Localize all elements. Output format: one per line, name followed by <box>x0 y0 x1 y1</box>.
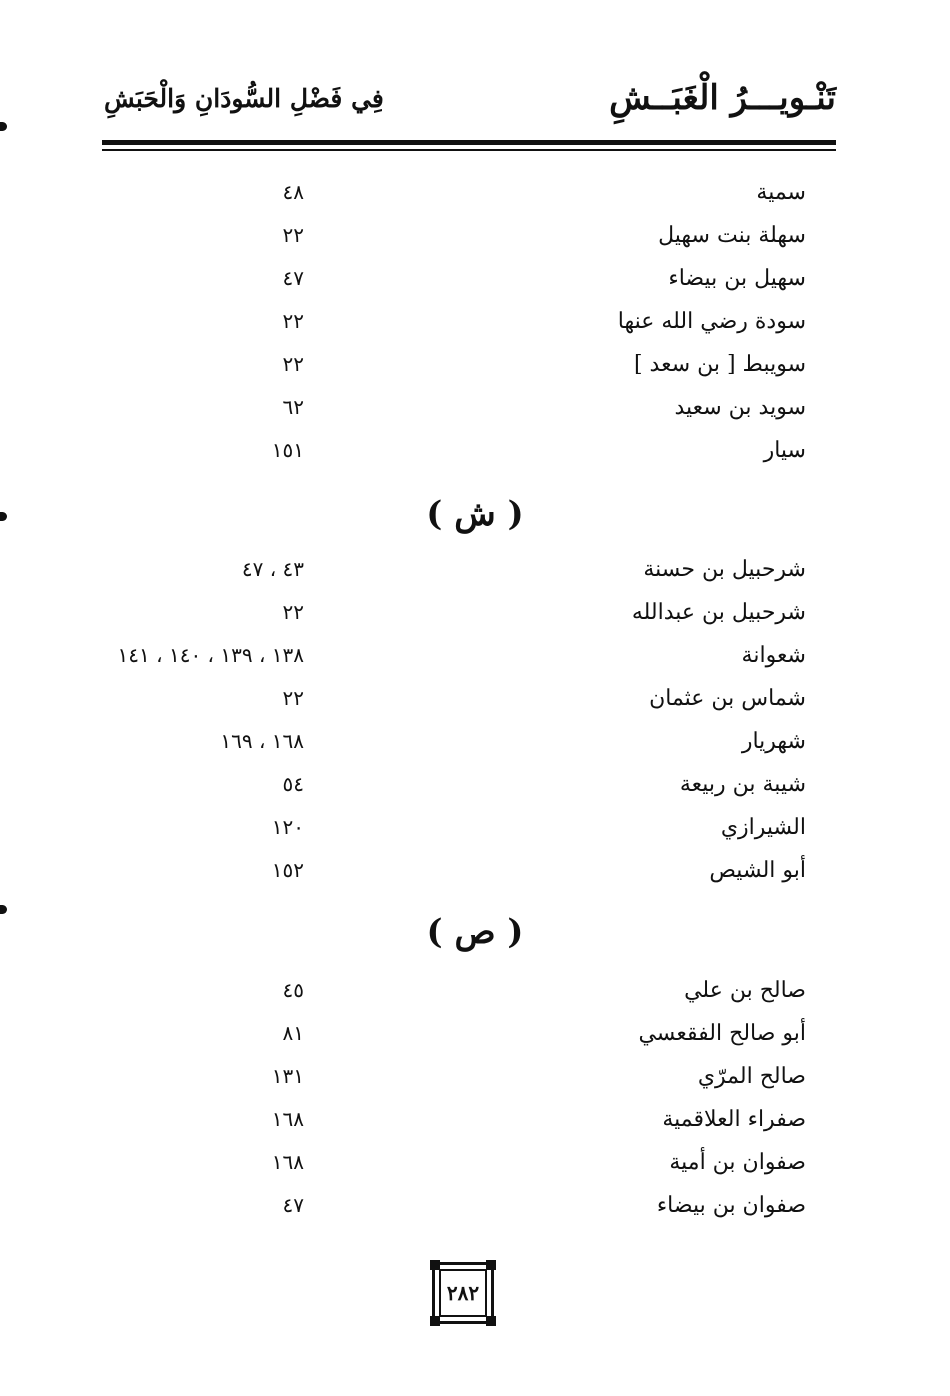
book-subtitle: فِي فَضْلِ السُّودَانِ وَالْحَبَشِ <box>104 84 384 113</box>
entry-pages: ٤٣ ، ٤٧ <box>241 557 304 581</box>
entry-pages: ١٦٨ ، ١٦٩ <box>220 729 304 753</box>
entry-name: صالح المرّي <box>697 1064 806 1089</box>
header-rule-thick <box>102 140 836 145</box>
entry-name: شرحبيل بن عبدالله <box>631 600 806 625</box>
entry-pages: ١٥١ <box>271 438 304 462</box>
entry-name: سودة رضي الله عنها <box>617 309 806 334</box>
entry-pages: ٤٧ <box>282 266 304 290</box>
entry-name: سهلة بنت سهيل <box>658 223 806 248</box>
entry-pages: ٦٢ <box>282 395 304 419</box>
entry-name: سويد بن سعيد <box>674 395 806 420</box>
frame-corner <box>486 1316 496 1326</box>
page-number: ٢٨٢ <box>439 1269 487 1317</box>
entry-name: أبو الشيص <box>709 858 806 883</box>
page-number-frame <box>432 1262 494 1324</box>
index-entry <box>0 858 950 898</box>
book-title: تَنْـويـــرُ الْغَبَــشِ <box>609 78 836 118</box>
index-entry <box>0 1107 950 1147</box>
frame-corner <box>486 1260 496 1270</box>
index-entry <box>0 438 950 478</box>
entry-pages: ٤٥ <box>282 978 304 1002</box>
entry-name: شرحبيل بن حسنة <box>643 557 806 582</box>
entry-pages: ٢٢ <box>282 600 304 624</box>
header-rule-thin <box>102 149 836 151</box>
entry-pages: ٨١ <box>282 1021 304 1045</box>
entry-pages: ٤٨ <box>282 180 304 204</box>
entry-pages: ٤٧ <box>282 1193 304 1217</box>
index-entry <box>0 1193 950 1233</box>
index-entry <box>0 1150 950 1190</box>
index-entry <box>0 557 950 597</box>
index-entry <box>0 643 950 683</box>
entry-name: سيار <box>763 438 806 463</box>
entry-name: شعوانة <box>741 643 806 668</box>
entry-pages: ٥٤ <box>282 772 304 796</box>
entry-pages: ١٦٨ <box>271 1150 304 1174</box>
index-entry <box>0 180 950 220</box>
entry-name: الشيرازي <box>720 815 806 840</box>
entry-pages: ١٦٨ <box>271 1107 304 1131</box>
index-entry <box>0 686 950 726</box>
entry-pages: ١٣٨ ، ١٣٩ ، ١٤٠ ، ١٤١ <box>117 643 304 667</box>
entry-name: صالح بن علي <box>684 978 806 1003</box>
index-entry <box>0 395 950 435</box>
index-entry <box>0 978 950 1018</box>
entry-pages: ٢٢ <box>282 223 304 247</box>
section-heading-sad: ( ص ) <box>426 912 524 952</box>
entry-pages: ٢٢ <box>282 352 304 376</box>
section-heading-sheen: ( ش ) <box>426 494 524 534</box>
index-entry <box>0 266 950 306</box>
index-entry <box>0 1021 950 1061</box>
index-entry <box>0 600 950 640</box>
entry-pages: ١٥٢ <box>271 858 304 882</box>
entry-name: صفوان بن بيضاء <box>656 1193 806 1218</box>
entry-name: صفوان بن أمية <box>669 1150 806 1175</box>
entry-pages: ١٣١ <box>271 1064 304 1088</box>
running-header <box>104 70 836 132</box>
entry-name: سويبط [ بن سعد ] <box>633 352 806 377</box>
index-entry <box>0 1064 950 1104</box>
entry-pages: ٢٢ <box>282 309 304 333</box>
index-entry <box>0 309 950 349</box>
entry-name: سمية <box>756 180 806 205</box>
entry-name: صفراء العلاقمية <box>662 1107 806 1132</box>
entry-name: شماس بن عثمان <box>649 686 806 711</box>
entry-name: أبو صالح الفقعسي <box>638 1021 806 1046</box>
index-entry <box>0 772 950 812</box>
frame-corner <box>430 1316 440 1326</box>
index-entry <box>0 352 950 392</box>
entry-name: سهيل بن بيضاء <box>668 266 806 291</box>
index-entry <box>0 729 950 769</box>
entry-name: شهريار <box>741 729 806 754</box>
entry-pages: ١٢٠ <box>271 815 304 839</box>
scan-edge-mark <box>0 122 7 131</box>
entry-name: شيبة بن ربيعة <box>679 772 806 797</box>
entry-pages: ٢٢ <box>282 686 304 710</box>
index-entry <box>0 815 950 855</box>
index-entry <box>0 223 950 263</box>
